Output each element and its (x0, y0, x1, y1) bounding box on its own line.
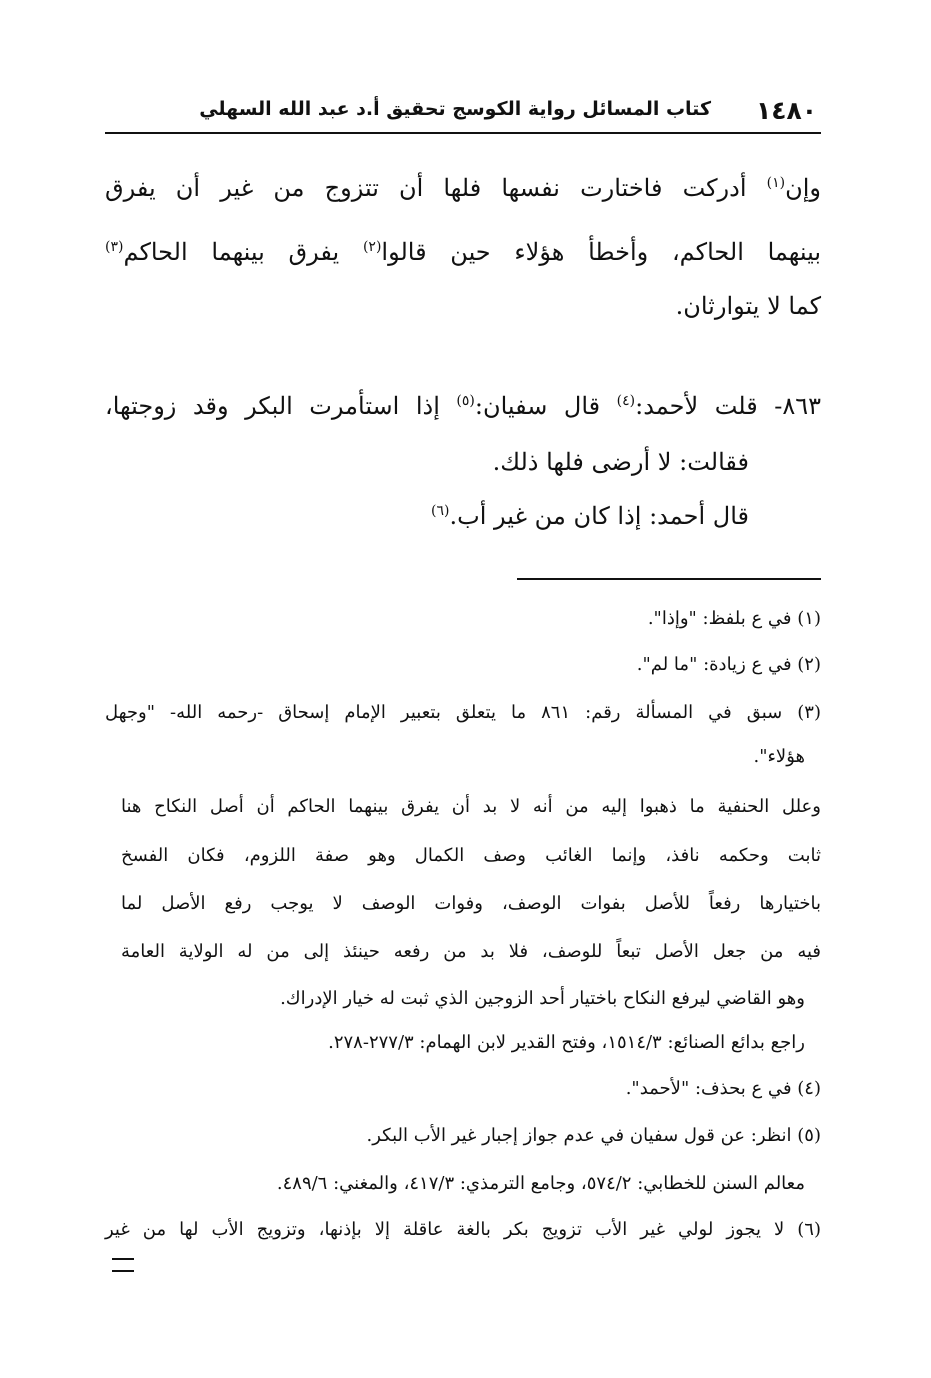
footnote: (٦) لا يجوز لولي غير الأب تزويج بكر بالغة عاقلة إلا بإذنها، وتزويج الأب لها من غير (105, 1219, 821, 1240)
footnote-ref: (٢) (362, 239, 382, 255)
footnote: (١) في ع بلفظ: "وإذا". (647, 608, 821, 629)
paragraph-line: كما لا يتوارثان. (675, 292, 821, 320)
question-line: فقالت: لا أرضى فلها ذلك. (492, 448, 749, 476)
question-line (105, 392, 821, 420)
footnote: (٢) في ع زيادة: "ما لم". (636, 654, 821, 675)
text-span: قلت لأحمد: (635, 392, 775, 420)
continuation-mark (112, 1258, 134, 1272)
running-title: كتاب المسائل رواية الكوسج تحقيق أ.د عبد الله السهلي (199, 98, 711, 120)
text-span: قال سفيان: (474, 392, 617, 420)
footnote-continuation: معالم السنن للخطابي: ٥٧٤/٢، وجامع الترمذي: ٤١٧/٣، والمغني: ٤٨٩/٦. (276, 1173, 805, 1194)
text-span: بينهما الحاكم، وأخطأ هؤلاء حين قالوا (381, 238, 822, 266)
footnote-ref: (٤) (616, 393, 636, 409)
paragraph-line (105, 174, 821, 202)
footnote-continuation: ثابت وحكمه نافذ، وإنما الغائب وصف الكمال وهو صفة اللزوم، فكان الفسخ (121, 845, 821, 866)
footnote-separator (517, 578, 821, 580)
text-span: إذا استأمرت البكر وقد زوجتها، (105, 392, 457, 420)
question-line (431, 502, 749, 530)
footnote-continuation: فيه من جعل الأصل تبعاً للوصف، فلا بد من رفعه حينئذ إلى من له الولاية العامة (121, 941, 821, 962)
footnote-continuation: وعلل الحنفية ما ذهبوا إليه من أنه لا بد أن يفرق بينهما الحاكم أن أصل النكاح هنا (121, 796, 821, 817)
question-number: ٨٦٣- (774, 392, 822, 420)
footnote-continuation: باختيارها رفعاً للأصل بفوات الوصف، وفوات الوصف لا يوجب رفع الأصل لما (121, 893, 821, 914)
footnote-continuation: راجع بدائع الصنائع: ١٥١٤/٣، وفتح القدير لابن الهمام: ٢٧٧/٣-٢٧٨. (328, 1032, 805, 1053)
page-header (105, 92, 821, 134)
text-span: قال أحمد: إذا كان من غير أب. (449, 502, 749, 530)
footnote-continuation: وهو القاضي ليرفع النكاح باختيار أحد الزوجين الذي ثبت له خيار الإدراك. (280, 988, 805, 1009)
footnote: (٤) في ع بحذف: "لأحمد". (625, 1078, 821, 1099)
text-span: وإن (785, 174, 821, 202)
footnote: (٥) انظر: عن قول سفيان في عدم جواز إجبار غير الأب البكر. (366, 1125, 821, 1146)
footnote-continuation: هؤلاء". (753, 746, 805, 767)
paragraph-line (105, 238, 821, 266)
footnote: (٣) سبق في المسألة رقم: ٨٦١ ما يتعلق بتعبير الإمام إسحاق -رحمه الله- "وجهل (105, 702, 821, 723)
page-number: ١٤٨٠ (755, 96, 817, 125)
footnote-ref: (٥) (456, 393, 475, 409)
text-span: يفرق بينهما الحاكم (123, 238, 363, 266)
footnote-ref: (١) (766, 175, 786, 191)
text-span: أدركت فاختارت نفسها فلها أن تتزوج من غير أن يفرق (105, 174, 767, 202)
footnote-ref: (٦) (431, 503, 450, 519)
footnote-ref: (٣) (105, 239, 124, 255)
